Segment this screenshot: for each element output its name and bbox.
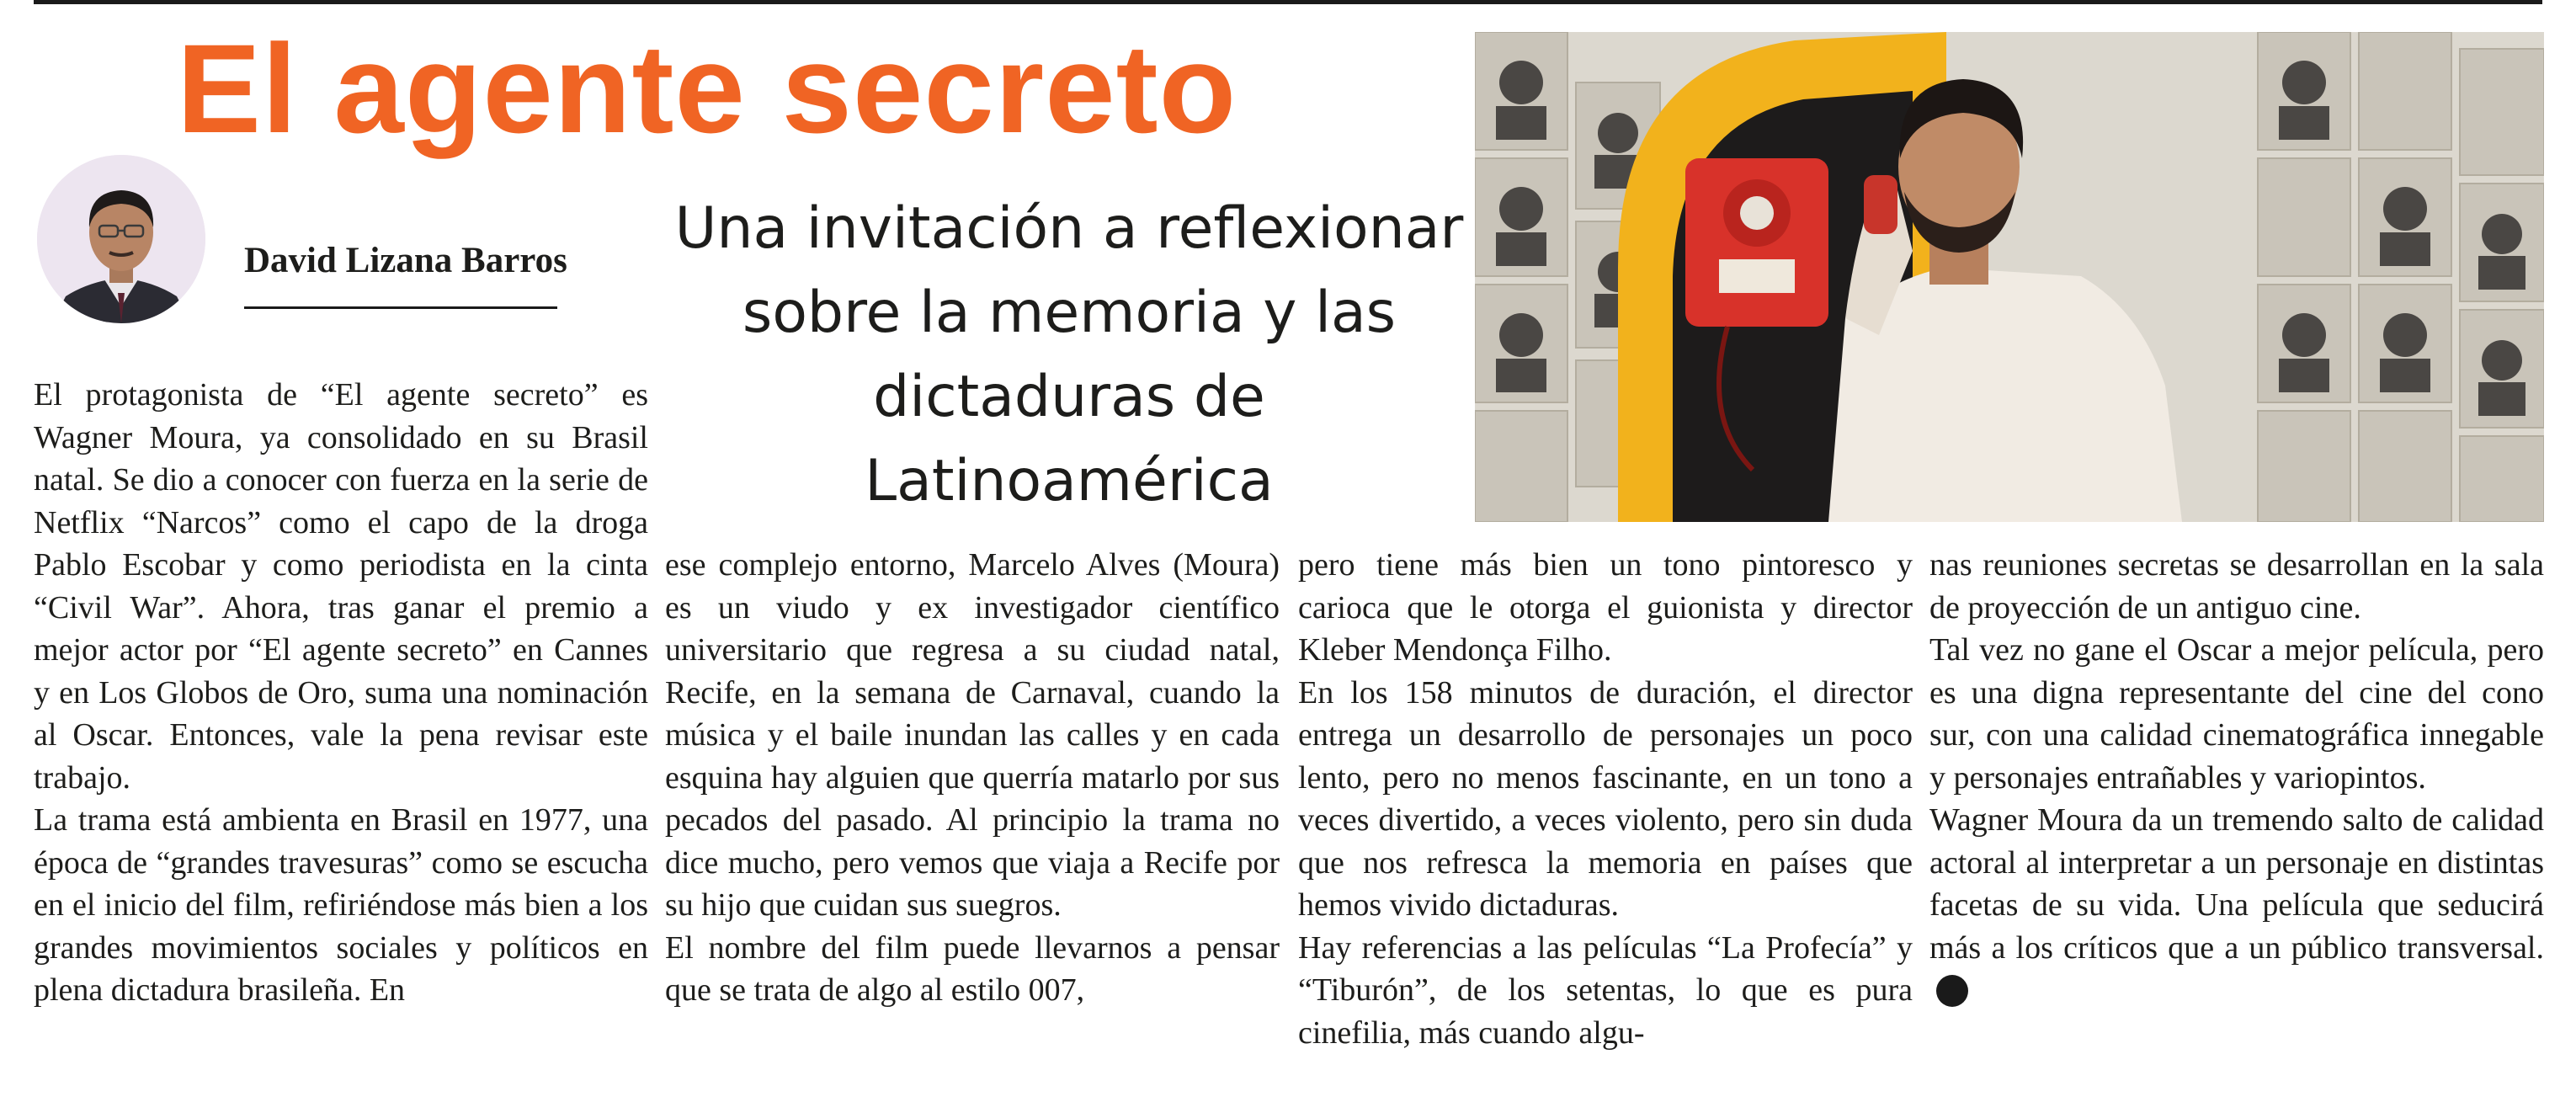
top-rule [34, 0, 2542, 4]
man-on-payphone-photo [1475, 32, 2544, 522]
paragraph: En los 158 minutos de duración, el director entrega un desarrollo de personajes un poco lento, pero no menos fascinante, en un tono a veces divertido, a veces violento, pero sin duda que nos refresca la memoria en países que hemos vivido dictaduras. [1298, 674, 1913, 923]
headline: El agente secreto [177, 18, 1237, 159]
author-rule [244, 306, 557, 309]
body-column-3 [1298, 544, 1913, 1054]
final-paragraph-text: Wagner Moura da un tremendo salto de calidad actoral al interpretar a un personaje en distintas facetas de su vida. Una película que seducirá más a los críticos que a un público transversal. [1929, 802, 2544, 966]
author-portrait [37, 155, 205, 323]
paragraph: pero tiene más bien un tono pintoresco y carioca que le otorga el guionista y director Kleber Mendonça Filho. [1298, 547, 1913, 668]
paragraph: El nombre del film puede llevarnos a pensar que se trata de algo al estilo 007, [665, 929, 1280, 1008]
author-avatar [37, 155, 205, 323]
paragraph: ese complejo entorno, Marcelo Alves (Moura) es un viudo y ex investigador científico universitario que regresa a su ciudad natal, Recife, en la semana de Carnaval, cuando la música y el baile inundan las calles y en cada esquina hay alguien que querría matarlo por sus pecados del pasado. Al principio la trama no dice mucho, pero vemos que viaja a Recife por su hijo que cuidan sus suegros. [665, 547, 1280, 923]
body-column-1 [34, 374, 648, 1012]
subtitle: Una invitación a reflexionar sobre la memoria y las dictaduras de Latinoamérica [674, 195, 1464, 514]
paragraph: Hay referencias a las películas “La Profecía” y “Tiburón”, de los setentas, lo que es pura cinefilia, más cuando algu- [1298, 929, 1913, 1051]
paragraph: Tal vez no gane el Oscar a mejor película, pero es una digna representante del cine del cono sur, con una calidad cinematográfica innegable y personajes entrañables y variopintos. [1929, 632, 2544, 796]
paragraph: El protagonista de “El agente secreto” es Wagner Moura, ya consolidado en su Brasil natal. Se dio a conocer con fuerza en la serie de Netflix “Narcos” como el capo de la droga Pablo Escobar y como periodista en la cinta “Civil War”. Ahora, tras ganar el premio a mejor actor por “El agente secreto” en Cannes y en Los Globos de Oro, suma una nominación al Oscar. Entonces, vale la pena revisar este trabajo. [34, 377, 648, 796]
end-mark-icon [1936, 975, 1968, 1007]
main-photo [1475, 32, 2544, 522]
paragraph: La trama está ambienta en Brasil en 1977, una época de “grandes travesuras” como se escucha en el inicio del film, refiriéndose más bien a los grandes movimientos sociales y políticos en plena dictadura brasileña. En [34, 802, 648, 1008]
paragraph [1929, 799, 2544, 1012]
body-column-4 [1929, 544, 2544, 1012]
paragraph: nas reuniones secretas se desarrollan en la sala de proyección de un antiguo cine. [1929, 547, 2544, 626]
body-column-2 [665, 544, 1280, 1012]
author-name: David Lizana Barros [244, 241, 567, 280]
